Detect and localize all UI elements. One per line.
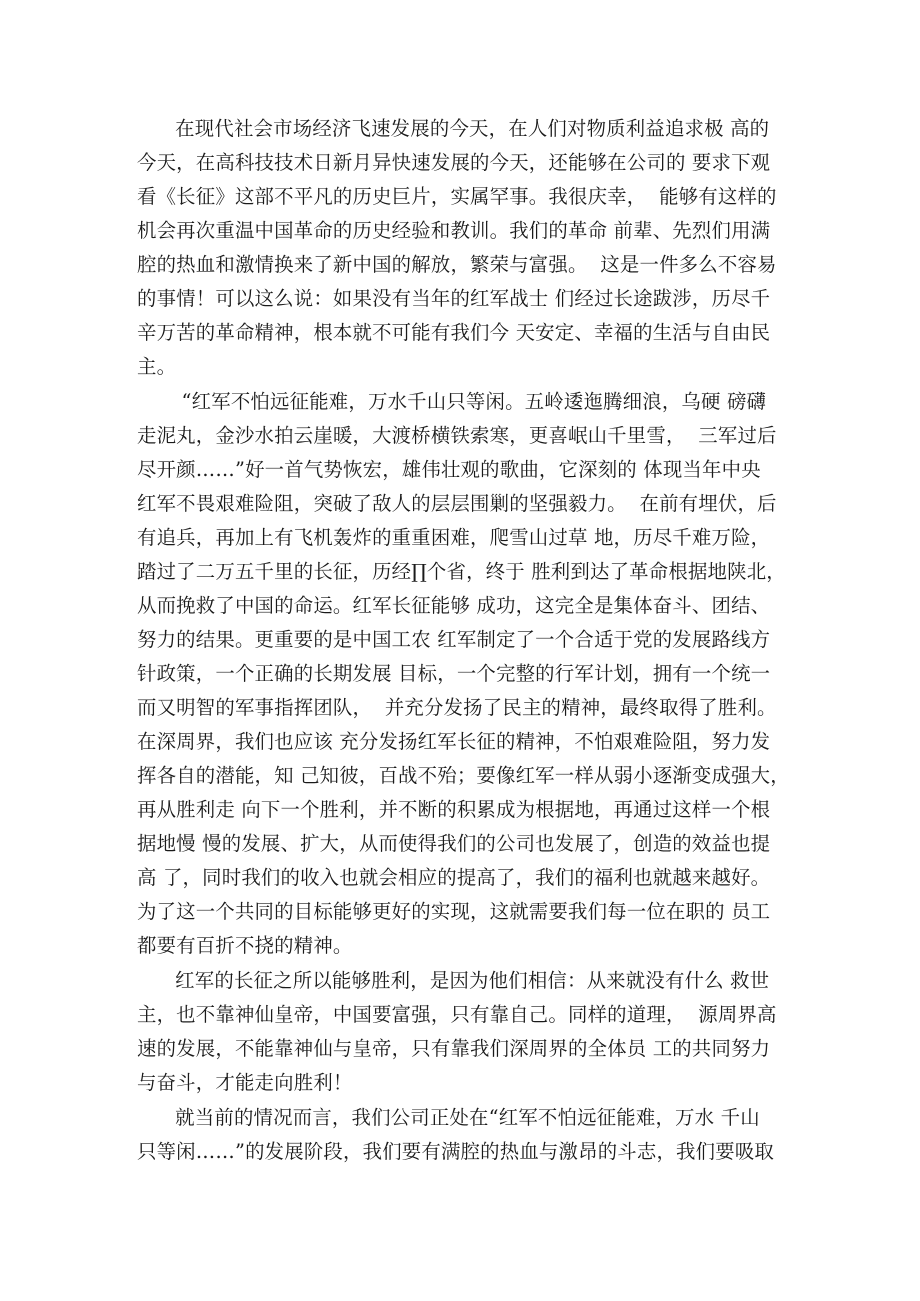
text-line: 腔的热血和激情换来了新中国的解放，繁荣与富强。 这是一件多么不容易 [137, 253, 777, 276]
text-line: 都要有百折不挠的精神。 [137, 934, 353, 957]
text-line: 走泥丸，金沙水拍云崖暖，大渡桥横铁索寒，更喜岷山千里雪， 三军过后 [137, 424, 777, 447]
text-line: 尽开颜……”好一首气势恢宏，雄伟壮观的歌曲，它深刻的 体现当年中央 [137, 458, 761, 481]
text-line: 踏过了二万五千里的长征，历经∏个省，终于 胜利到达了革命根据地陕北， [137, 560, 786, 583]
text-line: 主。 [137, 355, 177, 378]
text-line: 红军不畏艰难险阻，突破了敌人的层层围剿的坚强毅力。 在前有埋伏，后 [137, 492, 777, 515]
text-line: 有追兵，再加上有飞机轰炸的重重困难，爬雪山过草 地，历尽千难万险， [137, 526, 771, 549]
text-line: 与奋斗，才能走向胜利！ [137, 1071, 353, 1094]
text-line: 只等闲……”的发展阶段，我们要有满腔的热血与激昂的斗志，我们要吸取 [137, 1140, 775, 1163]
text-line: 在深周界，我们也应该 充分发扬红军长征的精神，不怕艰难险阻，努力发 [137, 730, 771, 753]
text-line: 辛万苦的革命精神，根本就不可能有我们今 天安定、幸福的生活与自由民 [137, 321, 771, 344]
text-line: 再从胜利走 向下一个胜利，并不断的积累成为根据地，再通过这样一个根 [137, 798, 771, 821]
text-line: 今天，在高科技技术日新月异快速发展的今天，还能够在公司的 要求下观 [137, 151, 771, 174]
text-line: 主，也不靠神仙皇帝，中国要富强，只有靠自己。同样的道理， 源周界高 [137, 1003, 777, 1026]
text-line: 红军的长征之所以能够胜利，是因为他们相信：从来就没有什么 救世 [137, 969, 770, 992]
text-line: 的事情！可以这么说：如果没有当年的红军战士 们经过长途跋涉，历尽千 [137, 287, 771, 310]
text-line: 据地慢 慢的发展、扩大，从而使得我们的公司也发展了，创造的效益也提 [137, 832, 771, 855]
text-line: 高 了，同时我们的收入也就会相应的提高了，我们的福利也就越来越好。 [137, 866, 771, 889]
text-line: “红军不怕远征能难，万水千山只等闲。五岭逶迤腾细浪，乌硬 磅礴 [137, 390, 767, 413]
text-line: 而又明智的军事指挥团队， 并充分发扬了民主的精神，最终取得了胜利。 [137, 696, 777, 719]
text-line: 机会再次重温中国革命的历史经验和教训。我们的革命 前辈、先烈们用满 [137, 219, 771, 242]
text-line: 速的发展，不能靠神仙与皇帝，只有靠我们深周界的全体员 工的共同努力 [137, 1037, 771, 1060]
text-line: 从而挽救了中国的命运。红军长征能够 成功，这完全是集体奋斗、团结、 [137, 594, 771, 617]
text-line: 就当前的情况而言，我们公司正处在“红军不怕远征能难，万水 千山 [137, 1106, 760, 1129]
text-line: 挥各自的潜能，知 己知彼，百战不殆；要像红军一样从弱小逐渐变成强大， [137, 764, 790, 787]
text-line: 在现代社会市场经济飞速发展的今天，在人们对物质利益追求极 高的 [137, 117, 770, 140]
text-line: 看《长征》这部不平凡的历史巨片，实属罕事。我很庆幸， 能够有这样的 [137, 185, 777, 208]
text-line: 针政策，一个正确的长期发展 目标，一个完整的行军计划，拥有一个统一 [137, 662, 771, 685]
text-line: 为了这一个共同的目标能够更好的实现，这就需要我们每一位在职的 员工 [137, 900, 771, 923]
text-line: 努力的结果。更重要的是中国工农 红军制定了一个合适于党的发展路线方 [137, 628, 771, 651]
